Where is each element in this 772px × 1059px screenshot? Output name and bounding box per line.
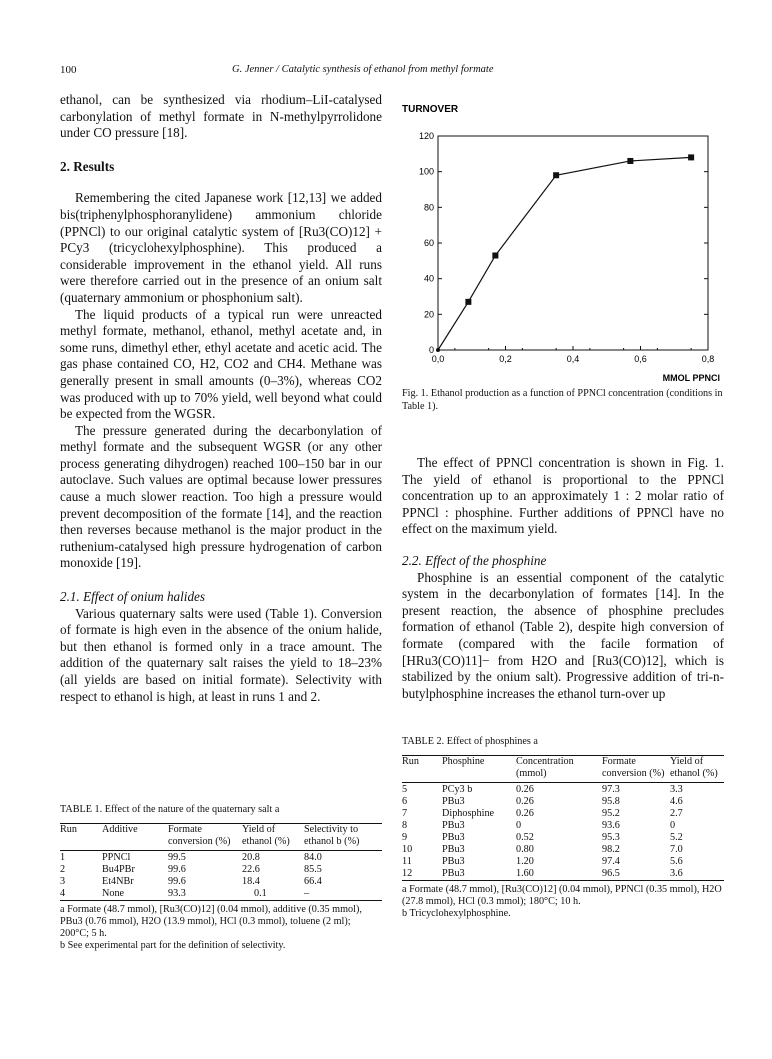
y-tick-label: 0: [428, 345, 434, 355]
t2-header-yield: Yield of ethanol (%): [670, 755, 718, 779]
cell: 5: [402, 783, 408, 795]
cell: PBu3: [442, 843, 465, 855]
results-paragraph-3: The pressure generated during the decarbonylation of methyl formate and the subsequent WGSR (or any other process generating dihydrogen) reached 100–150 bar in our autoclave. Such values are optimal because lower pressures cause a much slower reaction. Too high a pressure would prevent decomposition of the formate [14], and the reaction then reverses because methanol is the major product in the ruthenium-catalysed high pressure hydrogenation of carbon monoxide [19].: [60, 422, 382, 571]
cell: 10: [402, 843, 413, 855]
cell: 6: [402, 795, 408, 807]
x-tick-label: 0,0: [431, 354, 445, 364]
cell: 95.3: [602, 831, 620, 843]
plot-frame: [438, 136, 708, 350]
y-tick-label: 120: [418, 131, 434, 141]
cell: 0: [516, 819, 522, 831]
cell: 97.3: [602, 783, 620, 795]
cell: 3.3: [670, 783, 683, 795]
y-tick-label: 100: [418, 166, 434, 177]
cell: Bu4PBr: [102, 863, 135, 875]
cell: 96.5: [602, 867, 620, 879]
cell: 5.2: [670, 831, 683, 843]
table-row: [60, 876, 382, 888]
x-tick-label: 0,8: [701, 354, 715, 364]
cell: 93.3: [168, 887, 186, 899]
cell: 99.5: [168, 851, 186, 863]
x-tick-label: 0,4: [566, 354, 580, 364]
t1-header-selectivity: Selectivity to ethanol b (%): [304, 823, 360, 847]
phosphine-paragraph: Phosphine is an essential component of the catalytic system in the decarbonylation of formates [14]. In the present reaction, the absence of phosphine precludes formation of ethanol (Table 2), despite high conversion of formate (compared with the facile formation of [HRu3(CO)11]− from H2O and [Ru3(CO)12], which is stabilized by the onium salt). Progressive addition of tri-n-butylphosphine increases the ethanol turn-over up: [402, 569, 724, 701]
table-2-body: [402, 784, 724, 881]
cell: Diphosphine: [442, 807, 495, 819]
table-row: [60, 864, 382, 876]
cell: 11: [402, 855, 412, 867]
cell: 22.6: [242, 863, 260, 875]
t1-header-yield: Yield of ethanol (%): [242, 823, 290, 847]
cell: 95.2: [602, 807, 620, 819]
table-1: [60, 804, 382, 952]
table-2-footnote-b: b Tricyclohexylphosphine.: [402, 907, 511, 919]
t2-header-run: Run: [402, 755, 419, 767]
table-row: [402, 820, 724, 832]
table-2-footnote-a: a Formate (48.7 mmol), [Ru3(CO)12] (0.04 mmol), PPNCl (0.35 mmol), H2O (27.8 mmol), HCl (0.3 mmol); 180°C; 10 h.: [402, 883, 722, 907]
results-paragraph-1: Remembering the cited Japanese work [12,13] we added bis(triphenylphosphoranylidene) ammonium chloride (PPNCl) to our original catalytic system of [Ru3(CO)12] + PCy3 (tricyclohexylphosphine). This produced a considerable improvement in the ethanol yield. All runs were therefore carried out in the presence of an onium salt (quaternary ammonium or phosphonium salt).: [60, 190, 382, 305]
y-axis-label: TURNOVER: [402, 104, 459, 115]
x-tick-label: 0,6: [634, 354, 647, 364]
cell: 85.5: [304, 863, 322, 875]
table-1-footnote-b: b See experimental part for the definition of selectivity.: [60, 940, 286, 952]
table-2: [402, 736, 724, 920]
running-title: G. Jenner / Catalytic synthesis of ethanol from methyl formate: [232, 64, 494, 75]
data-point: [436, 348, 440, 352]
t1-header-run: Run: [60, 823, 77, 835]
cell: 1.60: [516, 867, 534, 879]
results-paragraph-2: The liquid products of a typical run were unreacted methyl formate, methanol, ethanol, methyl acetate and, in some runs, dimethyl ether, ethyl acetate and acetic acid. The gas phase contained CO, H2, CO2 and CH4. Methane was generally present in small amounts (0–3%), whereas CO2 was produced with up to 70% yield, well beyond what could be expected from the WGSR.: [60, 306, 382, 422]
cell: 7: [402, 807, 408, 819]
y-tick-label: 20: [423, 309, 434, 320]
cell: 20.8: [242, 851, 260, 863]
table-row: [402, 808, 724, 820]
x-tick-label: 0,2: [499, 354, 512, 364]
cell: PBu3: [442, 855, 465, 867]
page-number: 100: [60, 64, 77, 76]
cell: 5.6: [670, 855, 683, 867]
table-row: [60, 852, 382, 864]
t2-header-concentration: Concentration (mmol): [516, 755, 574, 779]
data-point: [688, 154, 694, 160]
data-point: [553, 172, 559, 178]
cell: 0.80: [516, 843, 534, 855]
cell: 0.26: [516, 795, 534, 807]
cell: PBu3: [442, 819, 465, 831]
data-point: [627, 158, 633, 164]
cell: 12: [402, 867, 413, 879]
cell: 99.6: [168, 863, 186, 875]
table-row: [402, 832, 724, 844]
cell: 8: [402, 819, 408, 831]
plot-area: [419, 131, 714, 364]
cell: PBu3: [442, 867, 465, 879]
cell: Et4NBr: [102, 875, 134, 887]
cell: 4: [60, 887, 66, 899]
t2-header-conversion: Formate conversion (%): [602, 755, 665, 779]
cell: 2.7: [670, 807, 683, 819]
turnover-chart: [398, 100, 728, 390]
cell: 0.52: [516, 831, 534, 843]
cell: 97.4: [602, 855, 620, 867]
cell: –: [304, 887, 310, 899]
table-row: [402, 844, 724, 856]
table-2-caption: TABLE 2. Effect of phosphines a: [402, 736, 538, 747]
subsection-heading-phosphine: 2.2. Effect of the phosphine: [402, 552, 547, 568]
intro-paragraph: ethanol, can be synthesized via rhodium–LiI-catalysed carbonylation of methyl formate in N-methylpyrrolidone under CO pressure [18].: [60, 92, 382, 141]
table-row: [402, 784, 724, 796]
left-column: [60, 92, 382, 705]
data-point: [492, 252, 498, 258]
cell: 2: [60, 863, 66, 875]
table-row: [402, 868, 724, 881]
t2-header-phosphine: Phosphine: [442, 755, 485, 767]
cell: PBu3: [442, 831, 465, 843]
y-tick-label: 60: [423, 238, 434, 248]
cell: 7.0: [670, 843, 683, 855]
table-1-footnote-a: a Formate (48.7 mmol), [Ru3(CO)12] (0.04 mmol), additive (0.35 mmol), PBu3 (0.76 mmol), H2O (13.9 mmol), HCl (0.3 mmol), toluene (2 ml); 200°C; 5 h.: [60, 903, 362, 939]
table-1-caption: TABLE 1. Effect of the nature of the quaternary salt a: [60, 804, 280, 815]
table-row: [402, 796, 724, 808]
t1-header-conversion: Formate conversion (%): [168, 823, 231, 847]
cell: 99.6: [168, 875, 186, 887]
cell: 9: [402, 831, 408, 843]
cell: 93.6: [602, 819, 620, 831]
cell: PPNCl: [102, 851, 131, 863]
cell: 0: [670, 819, 676, 831]
right-column: [402, 455, 724, 702]
cell: 3.6: [670, 867, 683, 879]
y-tick-label: 80: [423, 202, 434, 213]
cell: 66.4: [304, 875, 322, 887]
x-axis-label: MMOL PPNCl: [662, 373, 720, 383]
ppncl-paragraph: The effect of PPNCl concentration is shown in Fig. 1. The yield of ethanol is proportional to the PPNCl concentration up to an approximately 1 : 2 molar ratio of PPNCl : phosphine. Further additions of PPNCl have no effect on the maximum yield.: [402, 455, 724, 537]
cell: 0.26: [516, 783, 534, 795]
cell: 18.4: [242, 875, 260, 887]
cell: PBu3: [442, 795, 465, 807]
cell: PCy3 b: [442, 783, 473, 795]
y-tick-label: 40: [423, 273, 434, 284]
cell: 4.6: [670, 795, 683, 807]
cell: 95.8: [602, 795, 620, 807]
t1-header-additive: Additive: [102, 823, 138, 835]
table-2-grid: [402, 755, 724, 881]
subsection-heading-onium: 2.1. Effect of onium halides: [60, 589, 206, 605]
cell: 98.2: [602, 843, 620, 855]
data-point: [465, 299, 471, 305]
cell: None: [102, 887, 125, 899]
cell: 3: [60, 875, 66, 887]
cell: 1: [60, 851, 66, 863]
onium-paragraph: Various quaternary salts were used (Table 1). Conversion of formate is high even in the absence of the onium halide, but then ethanol is formed only in a trace amount. The addition of the quaternary salt raises the yield to 18–23% (all yields are based on initial formate). Selectivity with respect to ethanol is high, at least in runs 1 and 2.: [60, 605, 382, 704]
cell: 0.26: [516, 807, 534, 819]
table-1-grid: [60, 823, 382, 901]
figure-1-caption: Fig. 1. Ethanol production as a function of PPNCl concentration (conditions in Table 1).: [402, 388, 723, 412]
series-line: [438, 157, 691, 350]
table-row: [402, 856, 724, 868]
section-heading: 2. Results: [60, 158, 115, 174]
cell: 1.20: [516, 855, 534, 867]
figure-1: [398, 100, 728, 390]
cell: 0.1: [254, 887, 267, 899]
table-row: [60, 888, 382, 901]
cell: 84.0: [304, 851, 322, 863]
